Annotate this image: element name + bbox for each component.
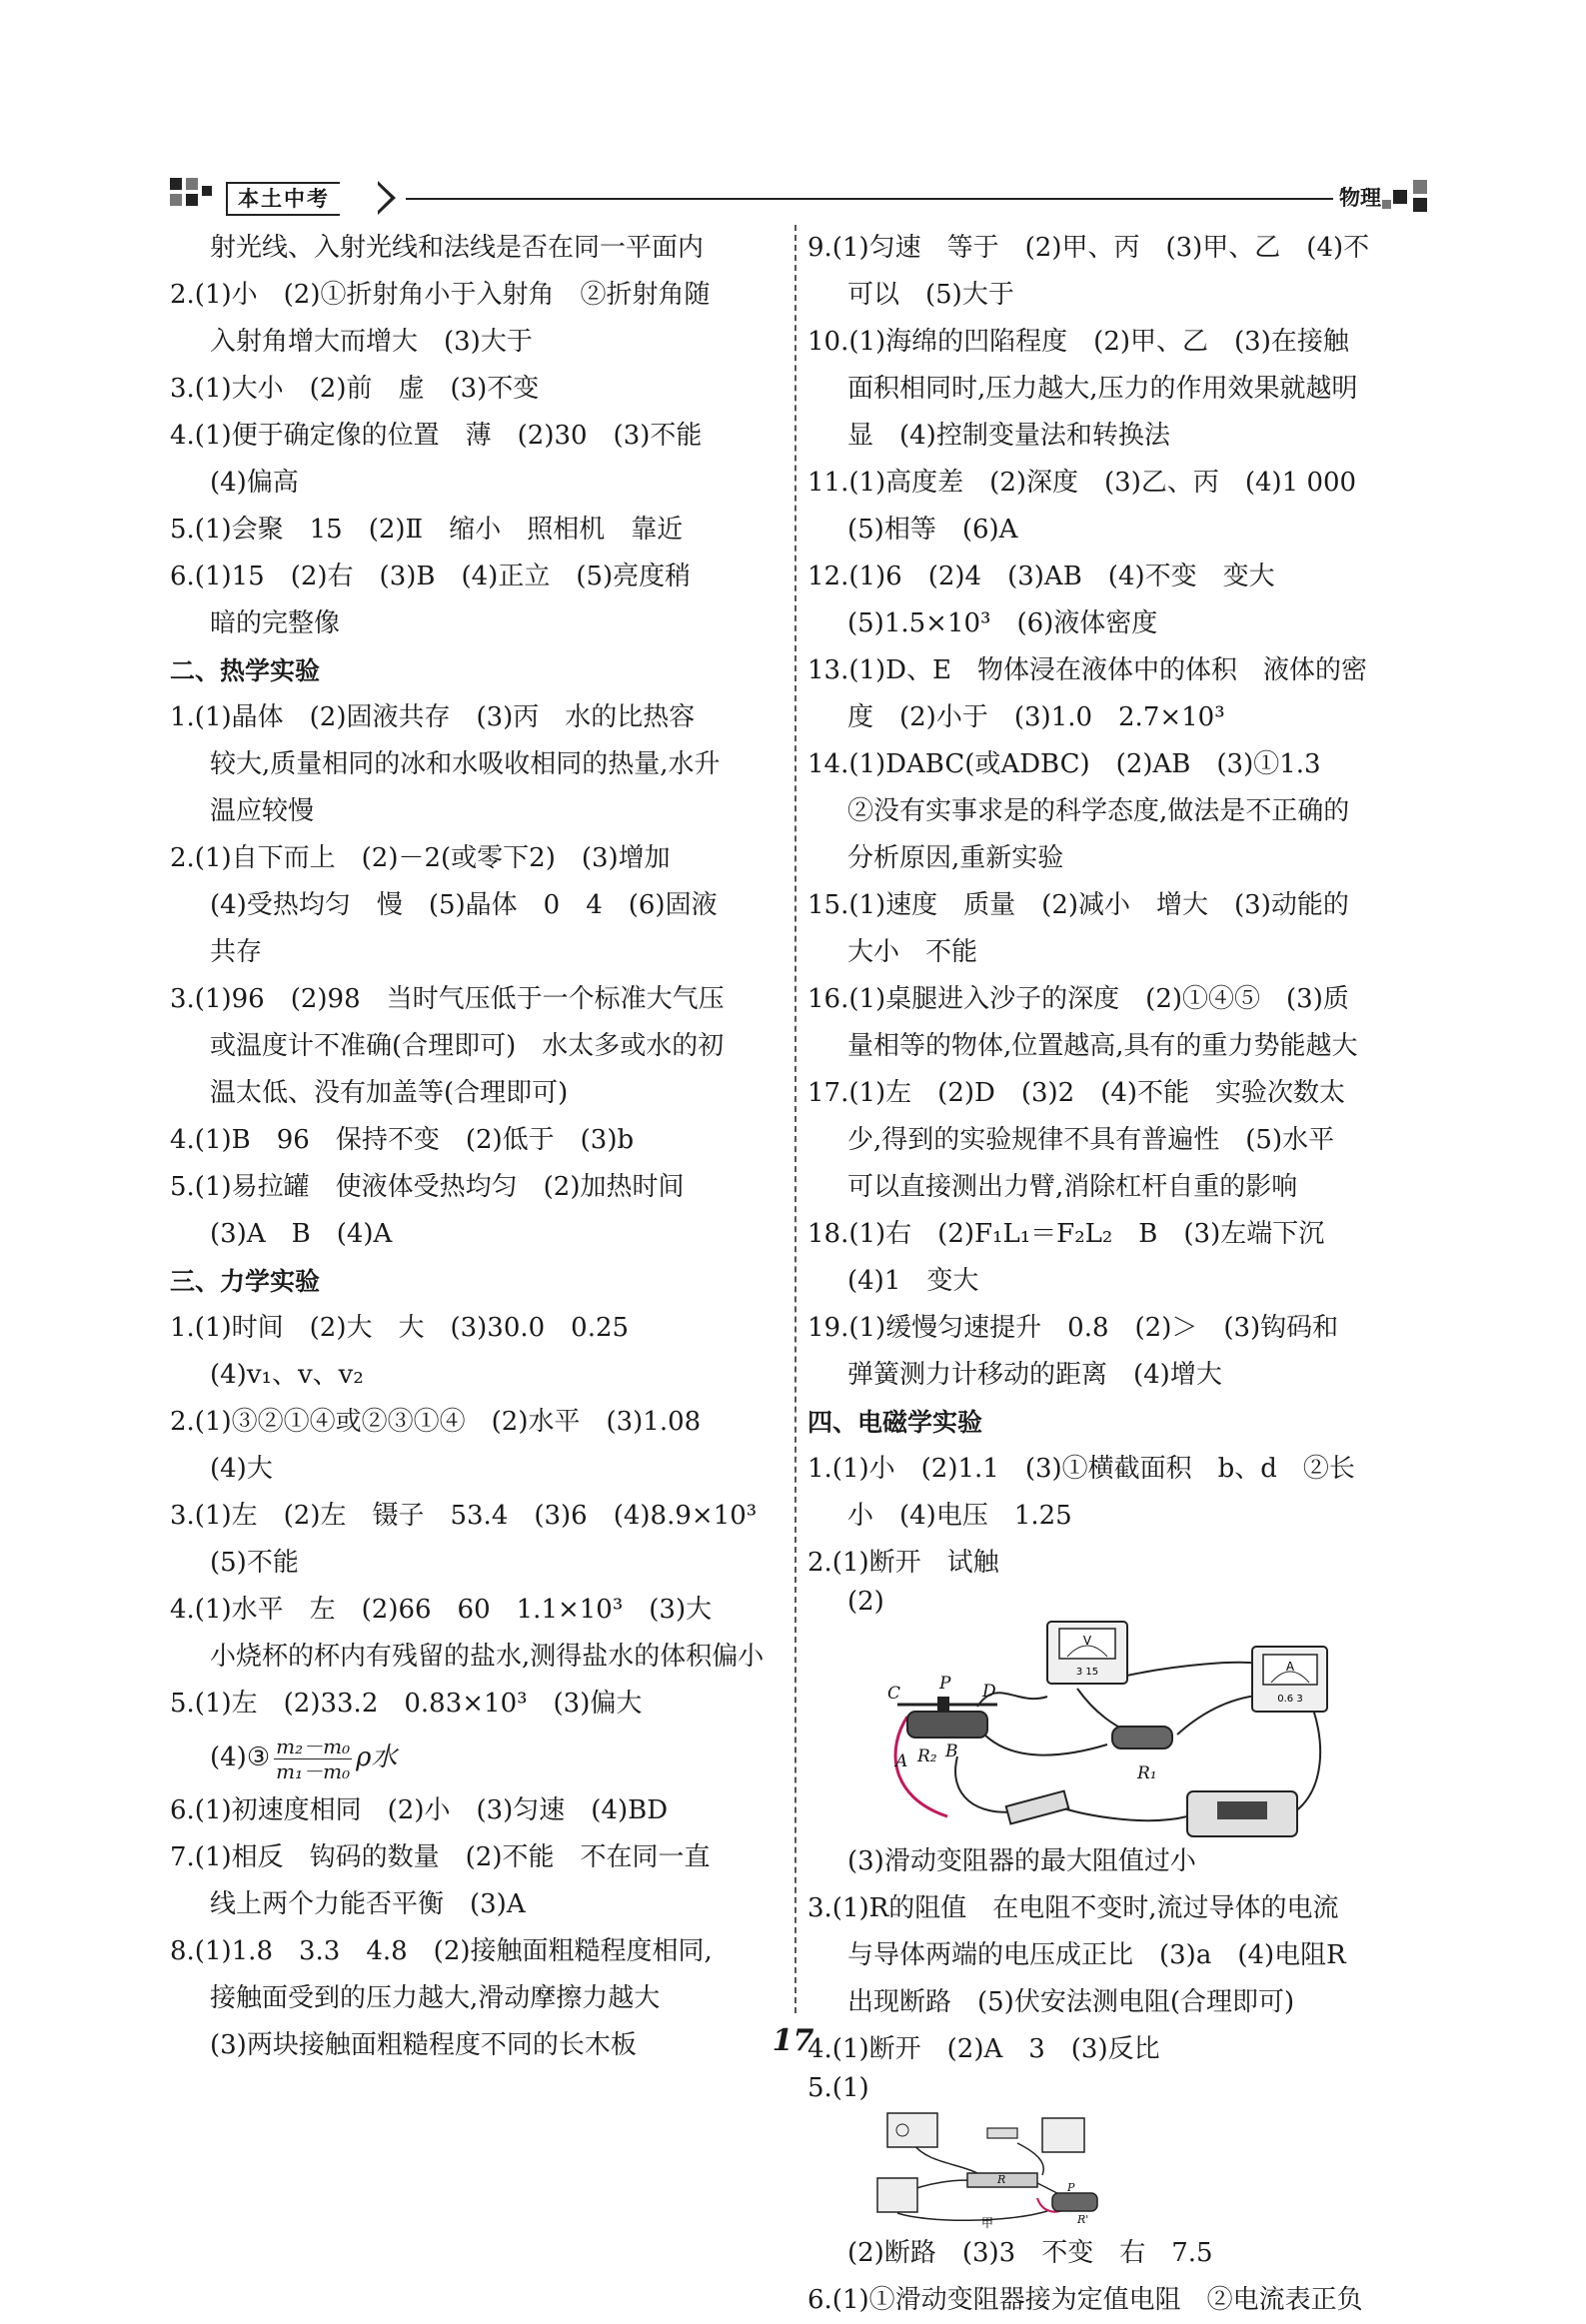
answer-line: 2.(1)小 (2)①折射角小于入射角 ②折射角随 (170, 280, 711, 310)
section-heading: 四、电磁学实验 (807, 1408, 983, 1437)
answer-line: 1.(1)晶体 (2)固液共存 (3)丙 水的比热容 (170, 702, 696, 732)
answer-line: (5)不能 (210, 1548, 299, 1578)
answer-line: (3)A B (4)A (210, 1219, 393, 1249)
answer-line: 14.(1)DABC(或ADBC) (2)AB (3)①1.3 (807, 749, 1321, 779)
section-heading: 三、力学实验 (170, 1267, 321, 1296)
page-header (170, 178, 1429, 218)
answer-line: 12.(1)6 (2)4 (3)AB (4)不变 变大 (807, 562, 1275, 591)
answer-line: 4.(1)水平 左 (2)66 60 1.1×10³ (3)大 (170, 1595, 713, 1625)
slider-label: P (1067, 2181, 1075, 2194)
answer-line: 可以 (5)大于 (847, 280, 1014, 310)
answer-line: 6.(1)初速度相同 (2)小 (3)匀速 (4)BD (170, 1795, 669, 1825)
answer-line: 5.(1) (807, 2073, 869, 2103)
answer-line: 9.(1)匀速 等于 (2)甲、丙 (3)甲、乙 (4)不 (807, 233, 1370, 263)
ammeter-scale: 0.6 3 (1277, 1694, 1303, 1705)
header-subject: 物理 (1339, 186, 1381, 210)
answer-line: 可以直接测出力臂,消除杠杆自重的影响 (847, 1172, 1298, 1202)
figure-caption: 甲 (980, 2216, 994, 2230)
rheostat-label: R' (1077, 2213, 1089, 2226)
rheostat-icon (1052, 2193, 1097, 2211)
answer-line: (5)相等 (6)A (847, 515, 1018, 545)
answer-line: 小 (4)电压 1.25 (847, 1501, 1072, 1531)
header-logo-square (1393, 190, 1407, 204)
right-column (807, 225, 1432, 2324)
section-heading: 二、热学实验 (170, 656, 321, 685)
header-logo-square (202, 186, 212, 196)
answer-line: 16.(1)桌腿进入沙子的深度 (2)①④⑤ (3)质 (807, 984, 1349, 1014)
answer-line: 或温度计不准确(合理即可) 水太多或水的初 (210, 1031, 725, 1061)
answer-line: 度 (2)小于 (3)1.0 2.7×10³ (847, 702, 1225, 732)
header-tag: 本土中考 (226, 182, 340, 216)
answer-line: 温太低、没有加盖等(合理即可) (210, 1078, 569, 1108)
answer-line: 18.(1)右 (2)F₁L₁＝F₂L₂ B (3)左端下沉 (807, 1219, 1325, 1249)
answer-line: 3.(1)96 (2)98 当时气压低于一个标准大气压 (170, 984, 725, 1014)
answer-line: (2) (847, 1587, 884, 1617)
answer-line: 与导体两端的电压成正比 (3)a (4)电阻R (847, 1940, 1346, 1970)
header-rule (406, 198, 1333, 200)
answer-line: (2)断路 (3)3 不变 右 7.5 (847, 2238, 1213, 2268)
answer-line: 3.(1)左 (2)左 镊子 53.4 (3)6 (4)8.9×10³ (170, 1501, 758, 1531)
answer-line: 13.(1)D、E 物体浸在液体中的体积 液体的密 (807, 655, 1368, 685)
answer-line: 共存 (210, 937, 263, 967)
answer-line: 10.(1)海绵的凹陷程度 (2)甲、乙 (3)在接触 (807, 327, 1349, 357)
answer-line: 5.(1)易拉罐 使液体受热均匀 (2)加热时间 (170, 1172, 685, 1202)
answer-line: 射光线、入射光线和法线是否在同一平面内 (210, 233, 705, 263)
terminal-label: B (945, 1742, 958, 1761)
answer-line: 分析原因,重新实验 (847, 843, 1064, 873)
answer-line: (3)两块接触面粗糙程度不同的长木板 (210, 2030, 637, 2060)
answer-line: 大小 不能 (847, 937, 978, 967)
terminal-label: D (982, 1682, 996, 1702)
answer-line: 2.(1)③②①④或②③①④ (2)水平 (3)1.08 (170, 1407, 702, 1437)
answer-line: 6.(1)①滑动变阻器接为定值电阻 ②电流表正负 (807, 2285, 1363, 2315)
density-fraction: $\frac{\text{m₂－m₀}}{\text{m₁－m₀}}$ (276, 1734, 351, 1783)
left-column (170, 225, 790, 2069)
header-logo-square (1413, 180, 1427, 194)
header-logo-square (186, 178, 198, 190)
answer-line: 接触面受到的压力越大,滑动摩擦力越大 (210, 1983, 661, 2013)
answer-line: 7.(1)相反 钩码的数量 (2)不能 不在同一直 (170, 1842, 711, 1872)
answer-line-formula: (4)③ $\frac{\text{m₂－m₀}}{\text{m₁－m₀}}$ ρ水 (210, 1734, 398, 1783)
header-logo-square (170, 178, 182, 190)
answer-line: 19.(1)缓慢匀速提升 0.8 (2)＞ (3)钩码和 (807, 1313, 1339, 1343)
switch-icon (987, 2128, 1017, 2138)
header-logo-square (1413, 198, 1427, 212)
voltmeter-scale: 3 15 (1075, 1667, 1099, 1678)
resistor-label: R (997, 2173, 1006, 2186)
answer-line: (4)大 (210, 1454, 273, 1484)
terminal-label: A (895, 1751, 908, 1771)
answer-line: 4.(1)B 96 保持不变 (2)低于 (3)b (170, 1125, 635, 1155)
resistor-icon (1112, 1727, 1172, 1748)
header-logo-square (170, 194, 182, 206)
answer-line: 入射角增大而增大 (3)大于 (210, 327, 533, 357)
answer-line: (3)滑动变阻器的最大阻值过小 (847, 1846, 1196, 1876)
rheostat-icon (907, 1712, 987, 1738)
terminal-label: P (939, 1674, 951, 1694)
answer-line: 量相等的物体,位置越高,具有的重力势能越大 (847, 1031, 1358, 1061)
page-number: 17 (772, 2023, 814, 2058)
answer-line: 17.(1)左 (2)D (3)2 (4)不能 实验次数太 (807, 1078, 1346, 1108)
answer-line: 3.(1)大小 (2)前 虚 (3)不变 (170, 374, 540, 404)
answer-line: 温应较慢 (210, 796, 315, 826)
answer-line: 15.(1)速度 质量 (2)减小 增大 (3)动能的 (807, 890, 1349, 920)
answer-line: 1.(1)小 (2)1.1 (3)①横截面积 b、d ②长 (807, 1454, 1355, 1484)
answer-line: 出现断路 (5)伏安法测电阻(合理即可) (847, 1987, 1295, 2017)
answer-line: (5)1.5×10³ (6)液体密度 (847, 608, 1158, 638)
voltmeter-label: V (1082, 1634, 1092, 1648)
answer-line: 6.(1)15 (2)右 (3)B (4)正立 (5)亮度稍 (170, 562, 692, 591)
circuit-diagram-1-svg (867, 1617, 1337, 1838)
header-logo-square (186, 194, 198, 206)
answer-line: 4.(1)断开 (2)A 3 (3)反比 (807, 2034, 1160, 2064)
answer-line: 线上两个力能否平衡 (3)A (210, 1889, 526, 1919)
answer-line: 面积相同时,压力越大,压力的作用效果就越明 (847, 374, 1358, 404)
answer-line: ②没有实事求是的科学态度,做法是不正确的 (847, 796, 1350, 826)
column-divider (794, 225, 796, 2013)
answer-line: 1.(1)时间 (2)大 大 (3)30.0 0.25 (170, 1313, 630, 1343)
switch-icon (1006, 1791, 1069, 1824)
answer-line: 8.(1)1.8 3.3 4.8 (2)接触面粗糙程度相同, (170, 1936, 713, 1966)
answer-line: 暗的完整像 (210, 608, 341, 638)
answer-line: (4)受热均匀 慢 (5)晶体 0 4 (6)固液 (210, 890, 718, 920)
power-supply-icon (887, 2113, 937, 2147)
circuit-diagram-2 (867, 2103, 1117, 2230)
answer-line: 5.(1)会聚 15 (2)Ⅱ 缩小 照相机 靠近 (170, 515, 684, 545)
answer-line: (4)1 变大 (847, 1266, 979, 1296)
answer-line: (4)v₁、v、v₂ (210, 1360, 364, 1390)
answer-line: 少,得到的实验规律不具有普遍性 (5)水平 (847, 1125, 1335, 1155)
answer-line: 5.(1)左 (2)33.2 0.83×10³ (3)偏大 (170, 1689, 643, 1719)
answer-line: 3.(1)R的阻值 在电阻不变时,流过导体的电流 (807, 1893, 1339, 1923)
answer-line: 较大,质量相同的冰和水吸收相同的热量,水升 (210, 749, 721, 779)
ammeter-icon (877, 2178, 917, 2212)
answer-line: 显 (4)控制变量法和转换法 (847, 421, 1170, 451)
header-logo-square (1382, 200, 1391, 209)
resistor-label: R₁ (1137, 1763, 1157, 1783)
terminal-label: R₂ (917, 1746, 937, 1766)
circuit-diagram-2-svg (867, 2103, 1117, 2230)
answer-line: 2.(1)自下而上 (2)－2(或零下2) (3)增加 (170, 843, 671, 873)
answer-line: 2.(1)断开 试触 (807, 1548, 999, 1578)
answer-line: (4)偏高 (210, 468, 299, 498)
answer-line: 小烧杯的杯内有残留的盐水,测得盐水的体积偏小 (210, 1642, 765, 1672)
answer-line: 11.(1)高度差 (2)深度 (3)乙、丙 (4)1 000 (807, 468, 1357, 498)
terminal-label: C (887, 1684, 901, 1704)
answer-line: 弹簧测力计移动的距离 (4)增大 (847, 1360, 1222, 1390)
voltmeter-icon (1042, 2118, 1084, 2152)
circuit-diagram-1 (867, 1617, 1337, 1838)
answer-line: 4.(1)便于确定像的位置 薄 (2)30 (3)不能 (170, 421, 703, 451)
ammeter-label: A (1285, 1660, 1295, 1674)
